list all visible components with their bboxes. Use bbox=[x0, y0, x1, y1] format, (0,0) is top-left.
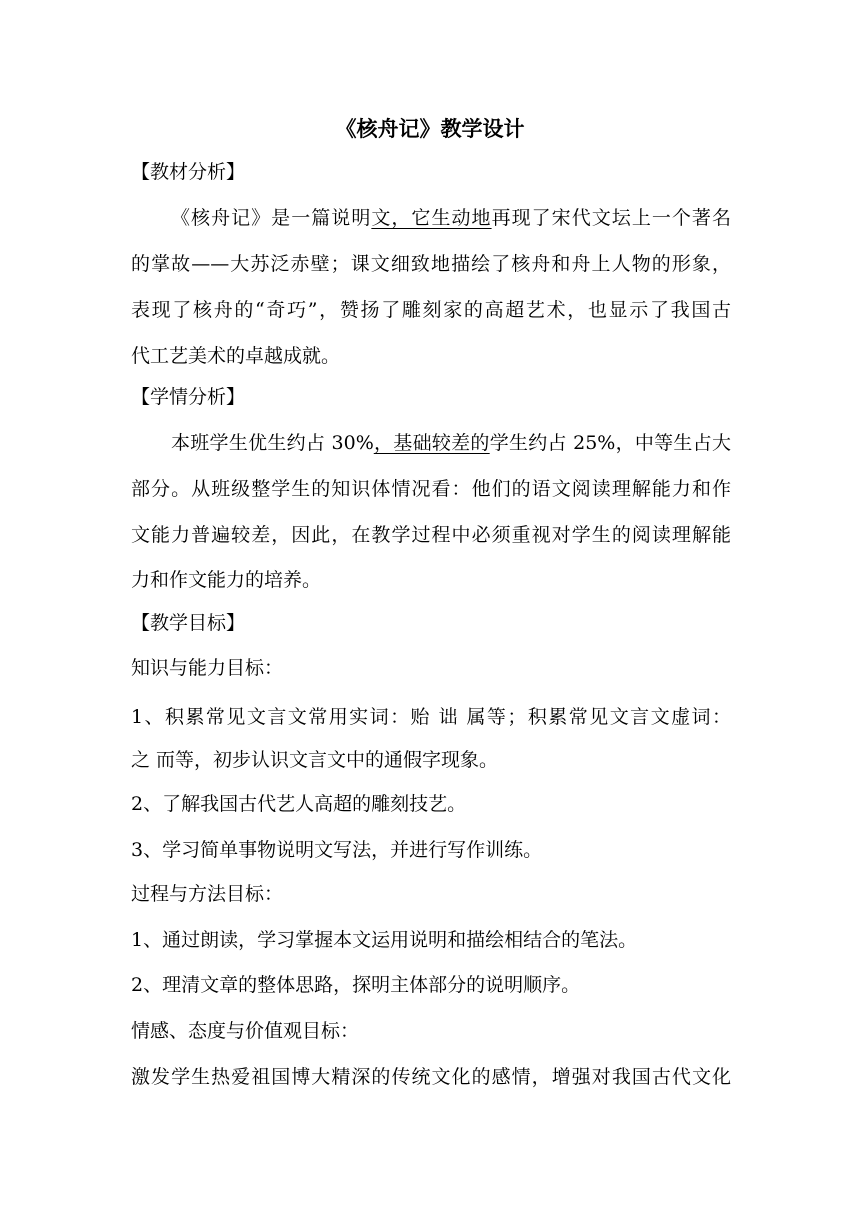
list-item: 2、理清文章的整体思路，探明主体部分的说明顺序。 bbox=[131, 974, 581, 996]
paragraph-line: 部分。从班级整学生的知识体情况看：他们的语文阅读理解能力和作 bbox=[131, 478, 731, 500]
paragraph-line: 文能力普遍较差，因此，在教学过程中必须重视对学生的阅读理解能 bbox=[131, 524, 731, 546]
text-run: 再现了宋代文坛上一个著名 bbox=[491, 207, 731, 229]
page-title: 《核舟记》教学设计 bbox=[335, 117, 525, 141]
subheading: 知识与能力目标： bbox=[131, 657, 284, 679]
text-run: 学生约占 25%，中等生占大 bbox=[489, 432, 731, 454]
paragraph-line: 力和作文能力的培养。 bbox=[131, 569, 322, 591]
paragraph-line: 代工艺美术的卓越成就。 bbox=[131, 345, 341, 367]
list-item: 1、通过朗读，学习掌握本文运用说明和描绘相结合的笔法。 bbox=[131, 929, 638, 951]
underlined-text: ，基础较差的 bbox=[373, 432, 490, 454]
paragraph-line: 激发学生热爱祖国博大精深的传统文化的感情，增强对我国古代文化 bbox=[131, 1066, 731, 1088]
underlined-text: 文，它生动地 bbox=[371, 207, 492, 229]
section-heading-teaching-goals: 【教学目标】 bbox=[131, 612, 246, 634]
list-item: 之 而等，初步认识文言文中的通假字现象。 bbox=[131, 749, 499, 771]
list-item: 2、了解我国古代艺人高超的雕刻技艺。 bbox=[131, 793, 467, 815]
subheading: 过程与方法目标： bbox=[131, 883, 284, 905]
text-run: 《核舟记》是一篇说明 bbox=[171, 207, 372, 229]
paragraph-line bbox=[171, 204, 731, 232]
paragraph-line bbox=[171, 429, 731, 457]
paragraph-line: 的掌故——大苏泛赤壁；课文细致地描绘了核舟和舟上人物的形象， bbox=[131, 253, 731, 275]
list-item: 1、积累常见文言文常用实词：贻 诎 属等；积累常见文言文虚词： bbox=[131, 706, 731, 728]
section-heading-textbook-analysis: 【教材分析】 bbox=[131, 161, 246, 183]
paragraph-line: 表现了核舟的“奇巧”，赞扬了雕刻家的高超艺术，也显示了我国古 bbox=[131, 299, 731, 321]
list-item: 3、学习简单事物说明文写法，并进行写作训练。 bbox=[131, 839, 543, 861]
text-run: 本班学生优生约占 30% bbox=[171, 432, 374, 454]
section-heading-student-analysis: 【学情分析】 bbox=[131, 386, 246, 408]
subheading: 情感、态度与价值观目标： bbox=[131, 1020, 360, 1042]
